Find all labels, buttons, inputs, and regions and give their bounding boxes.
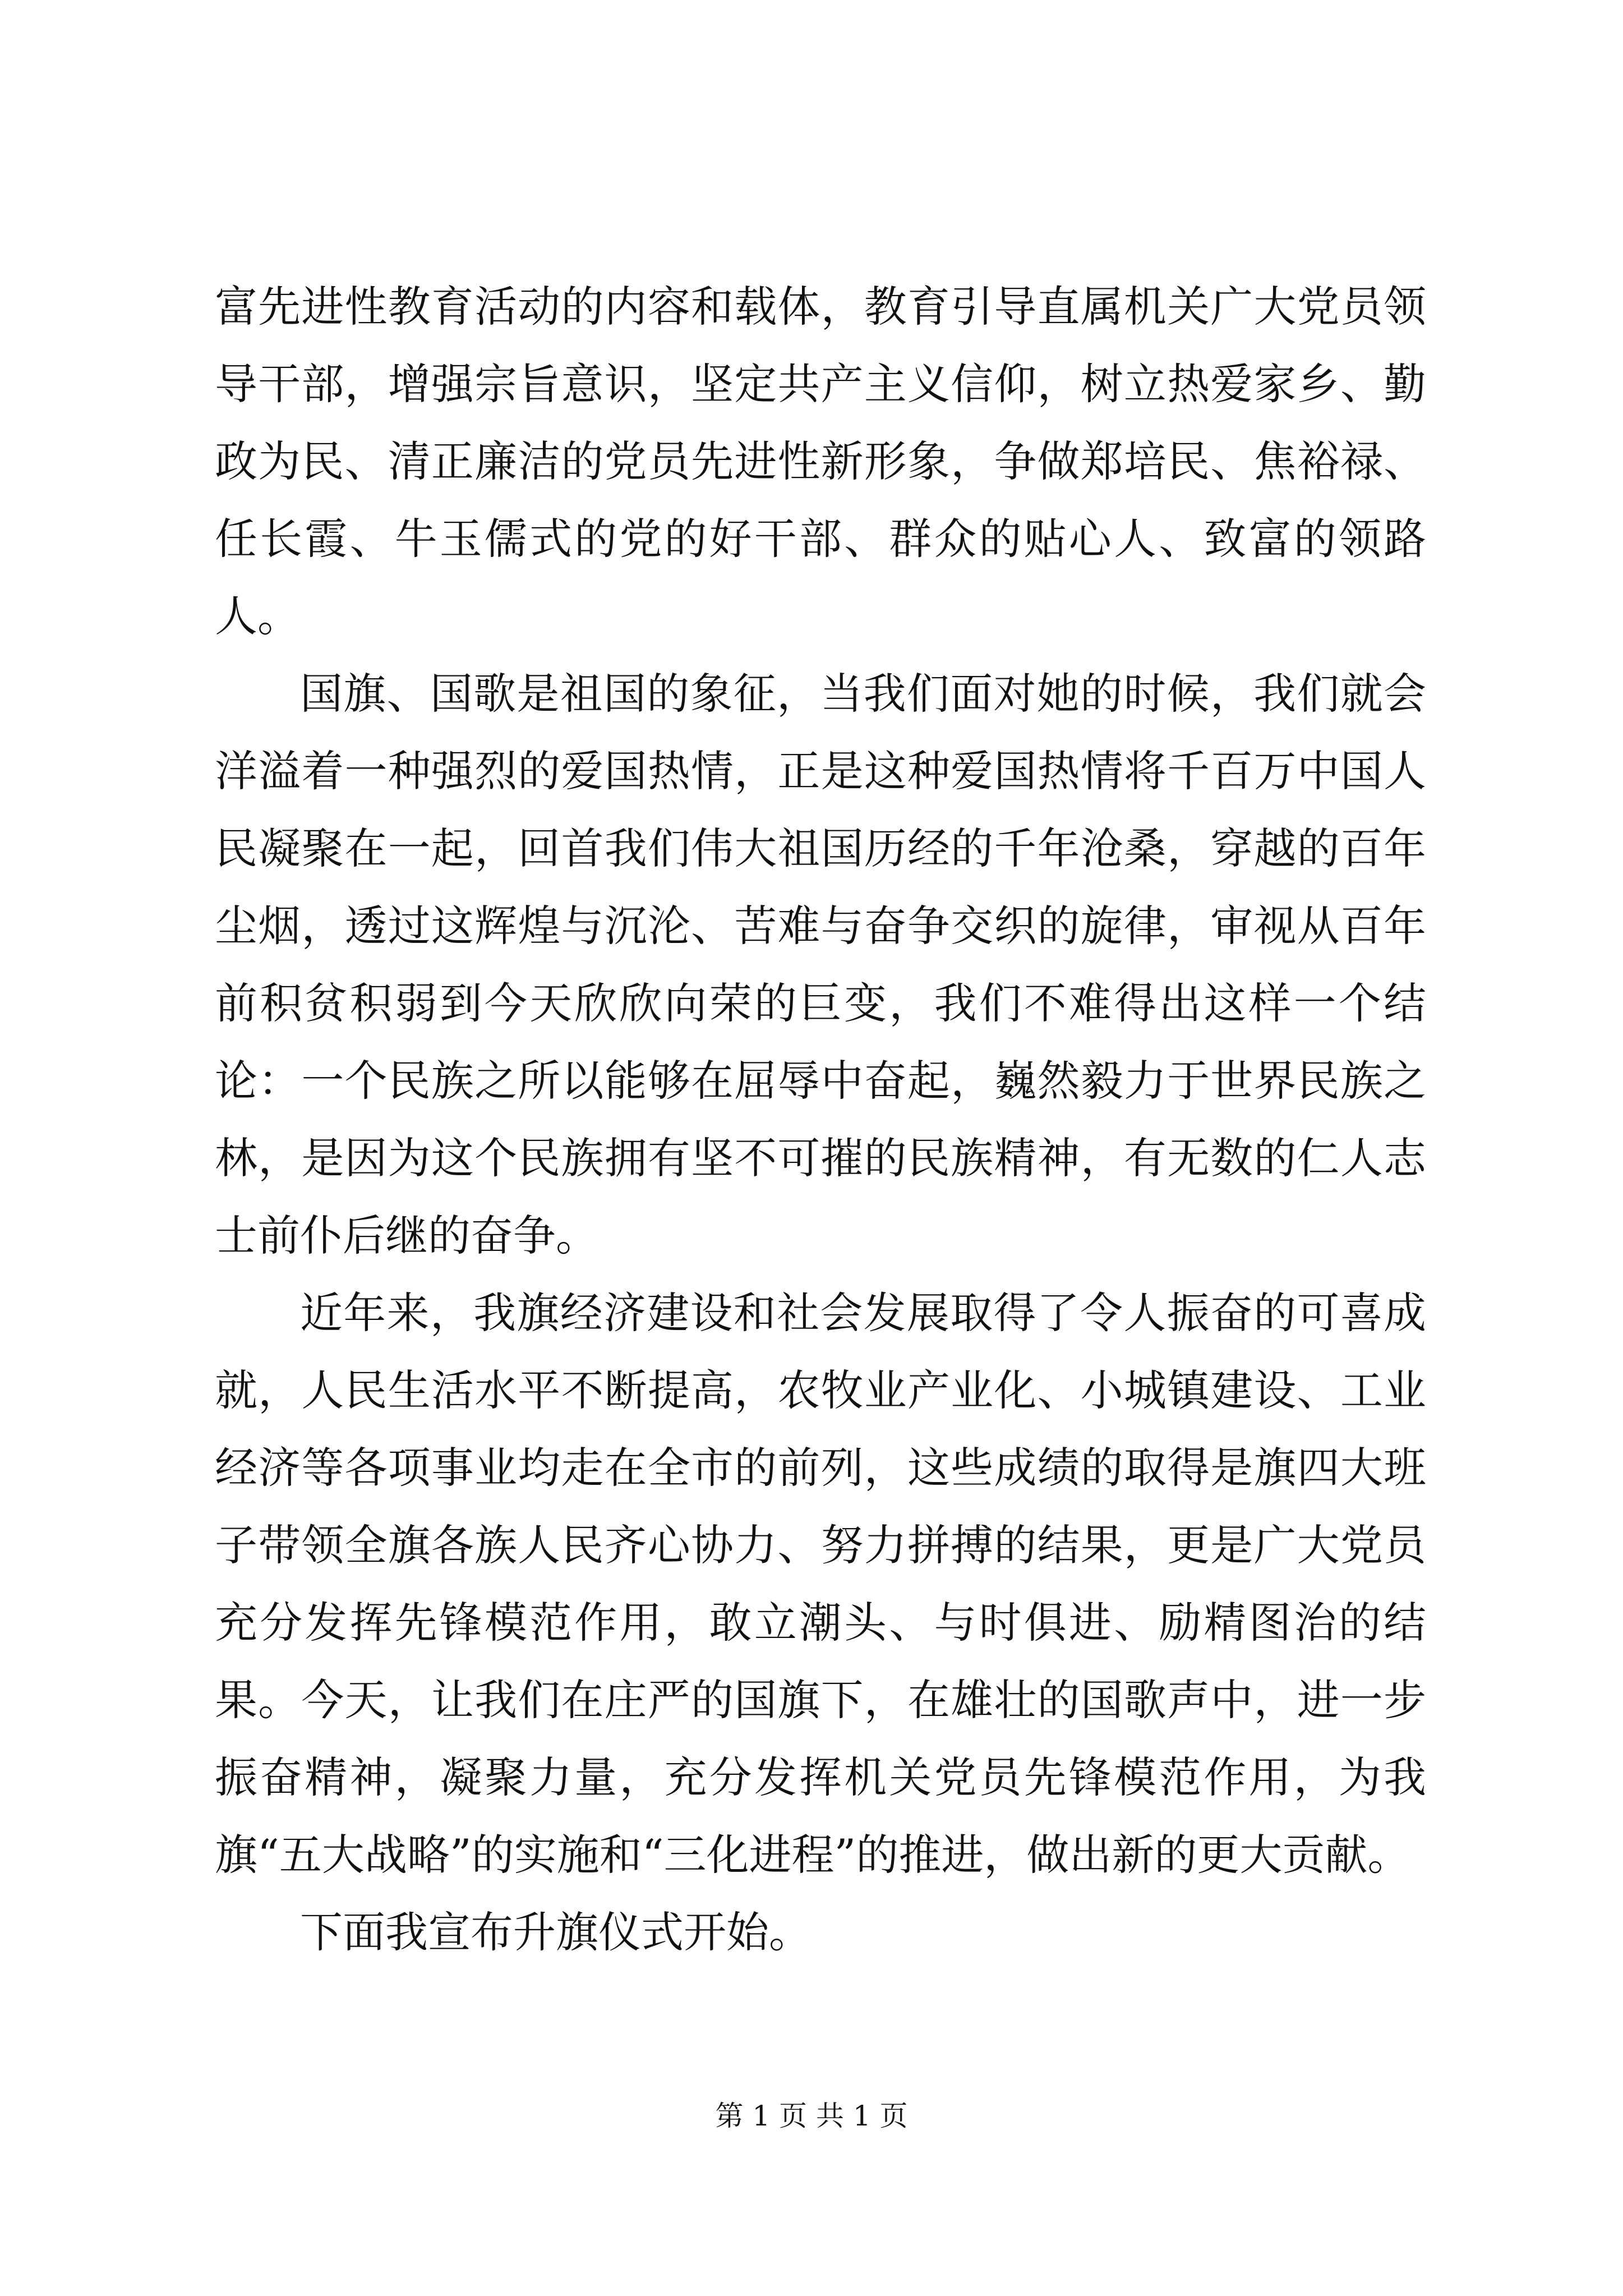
paragraph-national-flag: 国旗、国歌是祖国的象征，当我们面对她的时候，我们就会洋溢着一种强烈的爱国热情，正是这种爱国热情将千百万中国人民凝聚在一起，回首我们伟大祖国历经的千年沧桑，穿越的百年尘烟，透过这辉煌与沉沦、苦难与奋争交织的旋律，审视从百年前积贫积弱到今天欣欣向荣的巨变，我们不难得出这样一个结论：一个民族之所以能够在屈辱中奋起，巍然毅力于世界民族之林，是因为这个民族拥有坚不可摧的民族精神，有无数的仁人志士前仆后继的奋争。 [215,669,1426,1260]
paragraph-continuation: 富先进性教育活动的内容和载体，教育引导直属机关广大党员领导干部，增强宗旨意识，坚定共产主义信仰，树立热爱家乡、勤政为民、清正廉洁的党员先进性新形象，争做郑培民、焦裕禄、任长霞、牛玉儒式的党的好干部、群众的贴心人、致富的领路人。 [215,282,1426,641]
paragraph-ceremony-announcement: 下面我宣布升旗仪式开始。 [300,1907,811,1957]
document-body [215,268,1426,1971]
paragraph-recent-achievements: 近年来，我旗经济建设和社会发展取得了令人振奋的可喜成就，人民生活水平不断提高，农牧业产业化、小城镇建设、工业经济等各项事业均走在全市的前列，这些成绩的取得是旗四大班子带领全旗各族人民齐心协力、努力拼搏的结果，更是广大党员充分发挥先锋模范作用，敢立潮头、与时俱进、励精图治的结果。今天，让我们在庄严的国旗下，在雄壮的国歌声中，进一步振奋精神，凝聚力量，充分发挥机关党员先锋模范作用，为我旗“五大战略”的实施和“三化进程”的推进，做出新的更大贡献。 [215,1288,1426,1880]
page-number-footer: 第 1 页 共 1 页 [715,2100,908,2132]
